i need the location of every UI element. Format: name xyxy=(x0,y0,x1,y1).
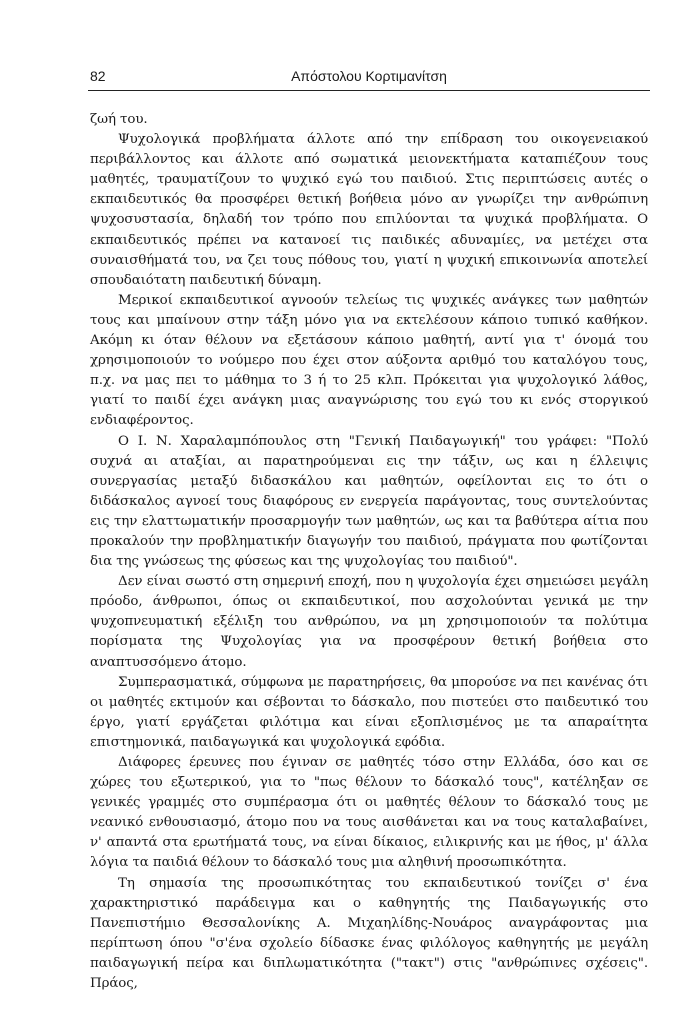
paragraph: ζωή του. xyxy=(90,112,148,127)
page-header xyxy=(90,68,648,88)
paragraph: Διάφορες έρευνες που έγιναν σε μαθητές τόσο στην Ελλάδα, όσο και σε χώρες του εξωτερικού, για το "πως θέλουν το δάσκαλό τους", κατέληξαν σε γενικές γραμμές στο συμπέρασμα ότι οι μαθητές θέλουν το δάσκαλό τους με νεανικό ενθουσιασμό, άτομο που να τους αισθάνεται και να τους καταλαβαίνει, ν' απαντά στα ερωτήματά τους, να είναι δίκαιος, ειλικρινής και με ήθος, μ' άλλα λόγια τα παιδιά θέλουν το δάσκαλό τους μια αληθινή προσωπικότητα. xyxy=(90,755,648,871)
paragraph: Δεν είναι σωστό στη σημερινή εποχή, που η ψυχολογία έχει σημειώσει μεγάλη πρόοδο, άνθρωποι, όπως οι εκπαιδευτικοί, που ασχολούνται γενικά με την ψυχοπνευματική εξέλιξη του ανθρώπου, να μη χρησιμοποιούν τα πολύτιμα πορίσματα της Ψυχολογίας για να προσφέρουν θετική βοήθεια στο αναπτυσσόμενο άτομο. xyxy=(90,574,648,670)
running-head: Απόστολου Κορτιμανίτση xyxy=(291,68,447,84)
paragraph: Μερικοί εκπαιδευτικοί αγνοούν τελείως τις ψυχικές ανάγκες των μαθητών τους και μπαίνουν στην τάξη μόνο για να εκτελέσουν κάποιο τυπικό καθήκον. Ακόμη κι όταν θέλουν να εξετάσουν κάποιο μαθητή, αντί για τ' όνομά του χρησιμοποιούν το νούμερο που έχει στον αύξοντα αριθμό του καταλόγου τους, π.χ. να μας πει το μάθημα το 3 ή το 25 κλπ. Πρόκειται για ψυχολογικό λάθος, γιατί το παιδί έχει ανάγκη μιας αναγνώρισης του εγώ του κι ενός στοργικού ενδιαφέροντος. xyxy=(90,292,648,429)
paragraph: Ο Ι. Ν. Χαραλαμπόπουλος στη "Γενική Παιδαγωγική" του γράφει: "Πολύ συχνά αι αταξίαι, αι παρατηρούμεναι εις την τάξιν, ως και η έλλειψις συνεργασίας μεταξύ διδασκάλου και μαθητών, οφείλονται εις το ότι ο διδάσκαλος αγνοεί τους διαφόρους εν ενεργεία παράγοντας, τους συντελούντας εις την ελαττωματικήν προσαρμογήν των μαθητών, ως και τα βαθύτερα αίτια που προκαλούν την προβληματικήν διαγωγήν του παιδιού, πράγματα που φωτίζονται δια της γνώσεως της φύσεως και της ψυχολογίας του παιδιού". xyxy=(90,433,648,570)
paragraph: Συμπερασματικά, σύμφωνα με παρατηρήσεις, θα μπορούσε να πει κανένας ότι οι μαθητές εκτιμούν και σέβονται το δάσκαλο, που πιστεύει στο παιδευτικό του έργο, γιατί εργάζεται φιλότιμα και είναι εξοπλισμένος με τα απαραίτητα επιστημονικά, παιδαγωγικά και ψυχολογικά εφόδια. xyxy=(90,674,648,750)
header-rule xyxy=(88,90,650,91)
paragraph: Τη σημασία της προσωπικότητας του εκπαιδευτικού τονίζει σ' ένα χαρακτηριστικό παράδειγμα και ο καθηγητής της Παιδαγωγικής στο Πανεπιστήμιο Θεσσαλονίκης Α. Μιχαηλίδης-Νουάρος αναγράφοντας μια περίπτωση όπου "σ'ένα σχολείο δίδασκε ένας φιλόλογος καθηγητής με μεγάλη παιδαγωγική πείρα και διπλωματικότητα ("τακτ") στις "ανθρώπινες σχέσεις". Πράος, xyxy=(90,875,648,992)
paragraph: Ψυχολογικά προβλήματα άλλοτε από την επίδραση του οικογενειακού περιβάλλοντος και άλλοτε από σωματικά μειονεκτήματα καταπιέζουν τους μαθητές, τραυματίζουν το ψυχικό εγώ του παιδιού. Στις περιπτώσεις αυτές ο εκπαιδευτικός θα προσφέρει θετική βοήθεια μόνο αν γνωρίζει την ανθρώπινη ψυχοσυστασία, δηλαδή τον τρόπο που επιλύονται τα ψυχικά προβλήματα. Ο εκπαιδευτικός πρέπει να κατανοεί τις παιδικές αδυναμίες, να μετέχει στα συναισθήματά του, να ζει τους πόθους του, γιατί η ψυχική επικοινωνία αποτελεί σπουδαιότατη παιδευτική δύναμη. xyxy=(90,132,648,288)
page-number: 82 xyxy=(90,68,106,84)
body-text xyxy=(90,110,648,994)
